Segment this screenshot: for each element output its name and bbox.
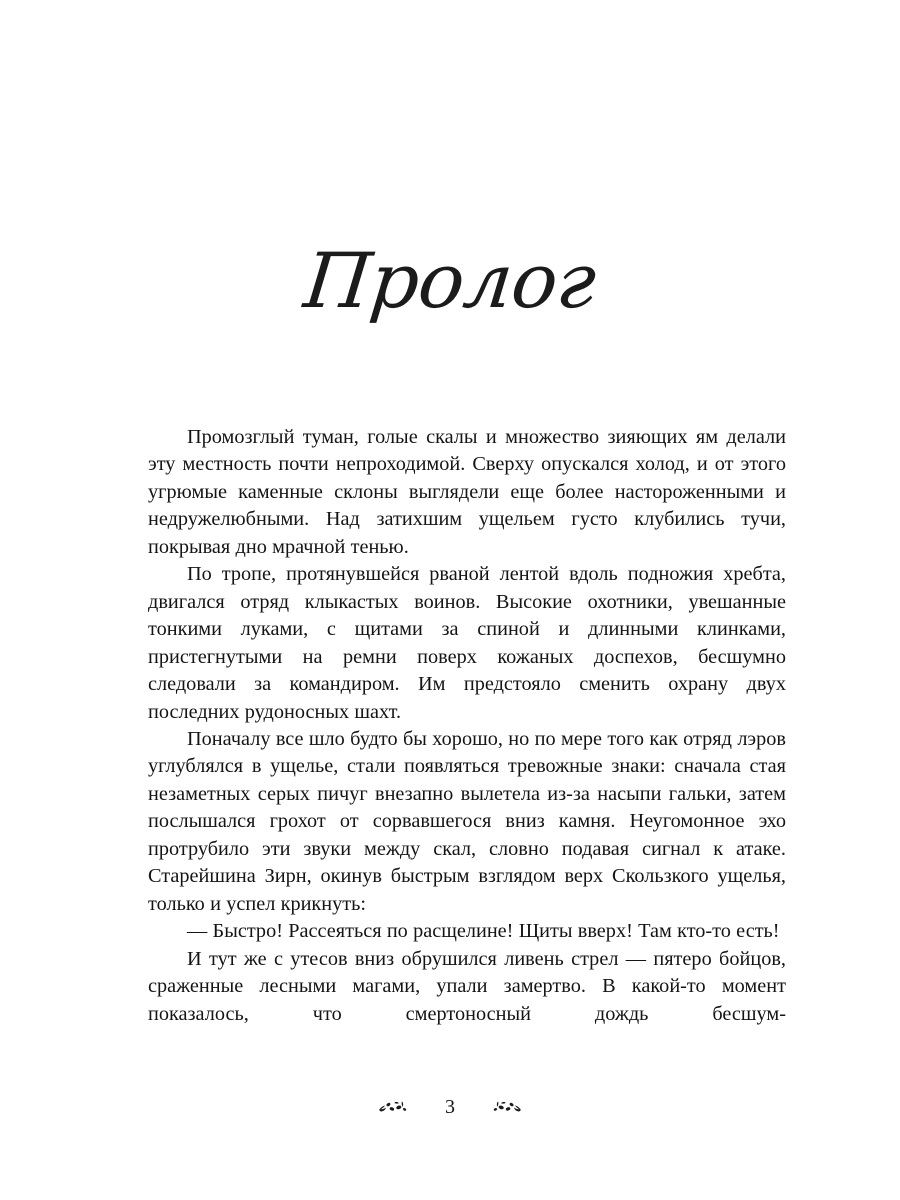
body-paragraph: И тут же с утесов вниз обрушился ливень стрел — пятеро бойцов, сраженные лесными магами, упали замертво. В какой-то момент показалось, что смертоносный дождь бесшум- — [148, 947, 786, 1025]
page-footer — [0, 1097, 900, 1117]
chapter-title: Пролог — [300, 236, 600, 325]
body-paragraph-dialogue: — Быстро! Рассеяться по расщелине! Щиты вверх! Там кто-то есть! — [187, 920, 780, 943]
floral-ornament-icon — [491, 1097, 525, 1117]
page-number: 3 — [445, 1096, 455, 1118]
body-paragraph: Поначалу все шло будто бы хорошо, но по мере того как отряд лэров углублялся в ущелье, стали появляться тревожные знаки: сначала стая незаметных серых пичуг внезапно вылетела из-за насыпи гальки, затем послышался грохот от сорвавшегося вниз камня. Неугомонное эхо протрубило эти звуки между скал, словно подавая сигнал к атаке. Старейшина Зирн, окинув быстрым взглядом верх Скользкого ущелья, только и успел крикнуть: — [148, 727, 786, 915]
body-text-column — [148, 424, 786, 1055]
floral-ornament-icon — [375, 1097, 409, 1117]
body-paragraph: Промозглый туман, голые скалы и множество зияющих ям делали эту местность почти непроходимой. Сверху опускался холод, и от этого угрюмые каменные склоны выглядели еще более настороженными и недружелюбными. Над затихшим ущельем густо клубились тучи, покрывая дно мрачной тенью. — [148, 426, 786, 558]
body-paragraph: По тропе, протянувшейся рваной лентой вдоль подножия хребта, двигался отряд клыкастых воинов. Высокие охотники, увешанные тонкими луками, с щитами за спиной и длинными клинками, пристегнутыми на ремни поверх кожаных доспехов, бесшумно следовали за командиром. Им предстояло сменить охрану двух последних рудоносных шахт. — [148, 563, 786, 723]
